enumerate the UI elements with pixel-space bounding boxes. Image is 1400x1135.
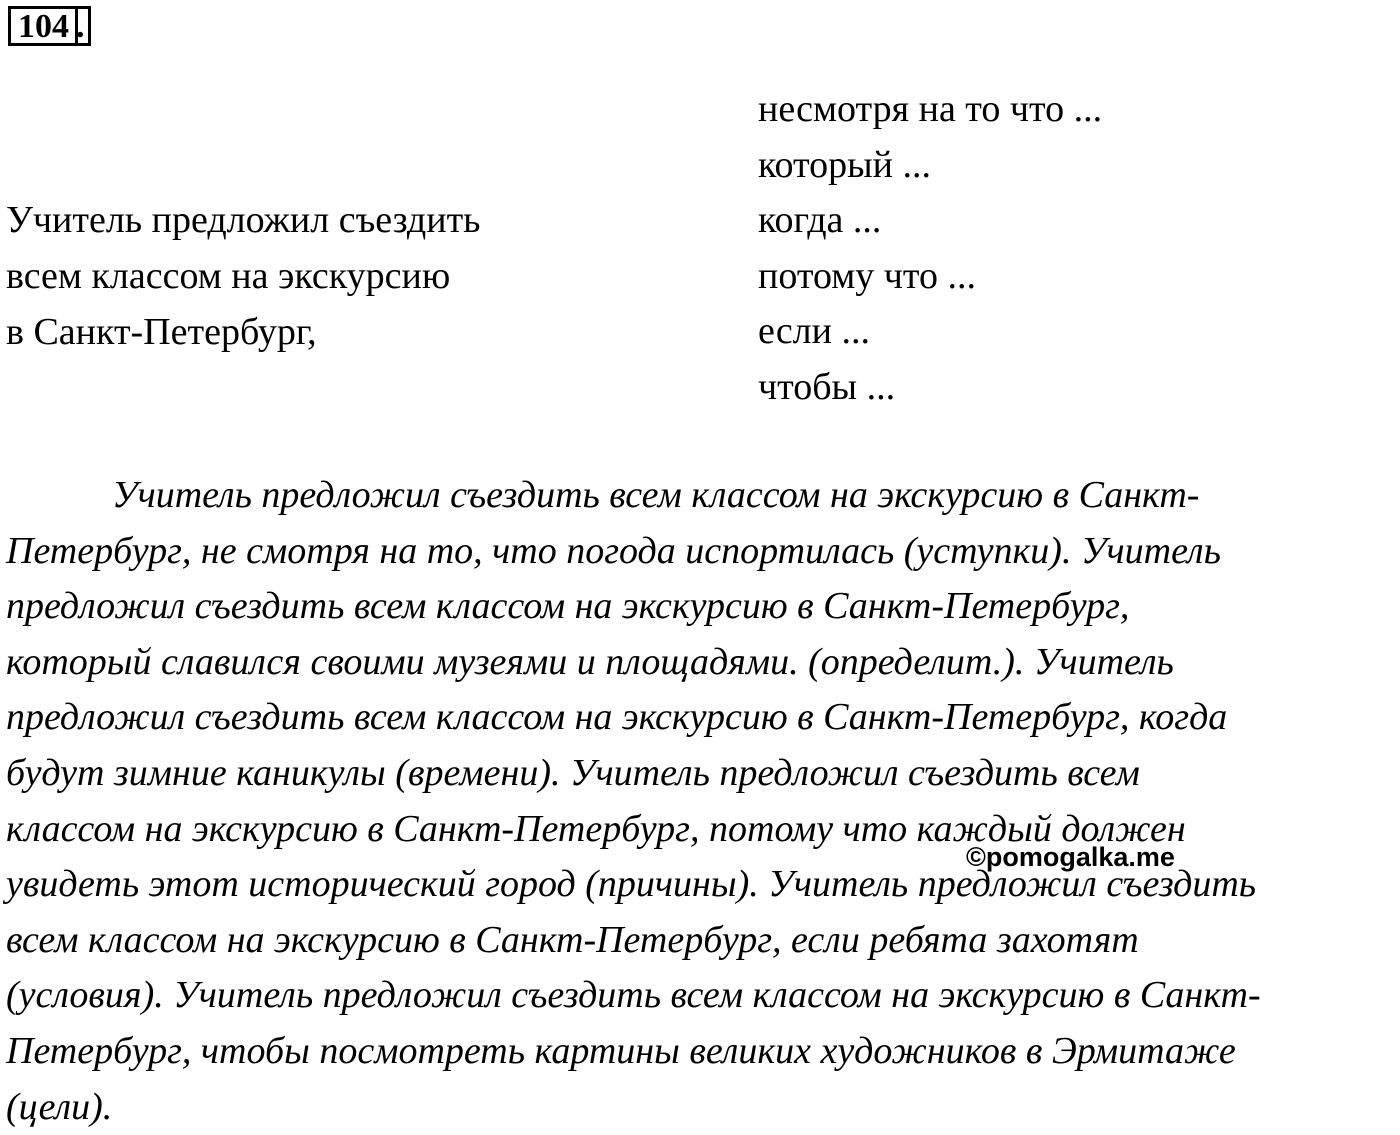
conjunction-item: если ... — [758, 310, 870, 352]
exercise-number-value: 104 — [8, 6, 78, 46]
answer-line: Петербург, не смотря на то, что погода испортилась (уступки). Учитель — [6, 529, 1221, 572]
answer-line: предложил съездить всем классом на экскурсию в Санкт-Петербург, когда — [6, 696, 1228, 739]
answer-line: будут зимние каникулы (времени). Учитель предложил съездить всем — [6, 751, 1140, 794]
conjunction-item: который ... — [758, 143, 932, 186]
sentence-line: в Санкт-Петербург, — [6, 311, 317, 353]
watermark: ©pomogalka.me — [966, 842, 1175, 872]
conjunction-item: потому что ... — [758, 254, 976, 297]
answer-line: Петербург, чтобы посмотреть картины великих художников в Эрмитаже — [6, 1029, 1236, 1072]
exercise-number — [8, 6, 91, 44]
answer-line: (цели). — [6, 1085, 113, 1128]
answer-line: увидеть этот исторический город (причины). Учитель предложил съездить — [6, 863, 1257, 906]
sentence-start — [6, 192, 481, 360]
exercise-number-dot: . — [75, 6, 91, 46]
conjunction-item: когда ... — [758, 199, 882, 241]
answer-line: который славился своими музеями и площадями. (определит.). Учитель — [6, 640, 1174, 683]
conjunction-list — [758, 82, 1102, 415]
answer-line: предложил съездить всем классом на экскурсию в Санкт-Петербург, — [6, 585, 1130, 628]
answer-line: классом на экскурсию в Санкт-Петербург, потому что каждый должен — [6, 807, 1186, 850]
answer-line: всем классом на экскурсию в Санкт-Петербург, если ребята захотят — [6, 918, 1139, 961]
answer-paragraph — [6, 468, 1398, 1135]
conjunction-item: чтобы ... — [758, 365, 896, 408]
sentence-line: всем классом на экскурсию — [6, 255, 451, 297]
answer-line: Учитель предложил съездить всем классом на экскурсию в Санкт- — [112, 474, 1200, 516]
sentence-line: Учитель предложил съездить — [6, 199, 481, 241]
answer-line: (условия). Учитель предложил съездить всем классом на экскурсию в Санкт- — [6, 974, 1261, 1017]
conjunction-item: несмотря на то что ... — [758, 88, 1103, 130]
